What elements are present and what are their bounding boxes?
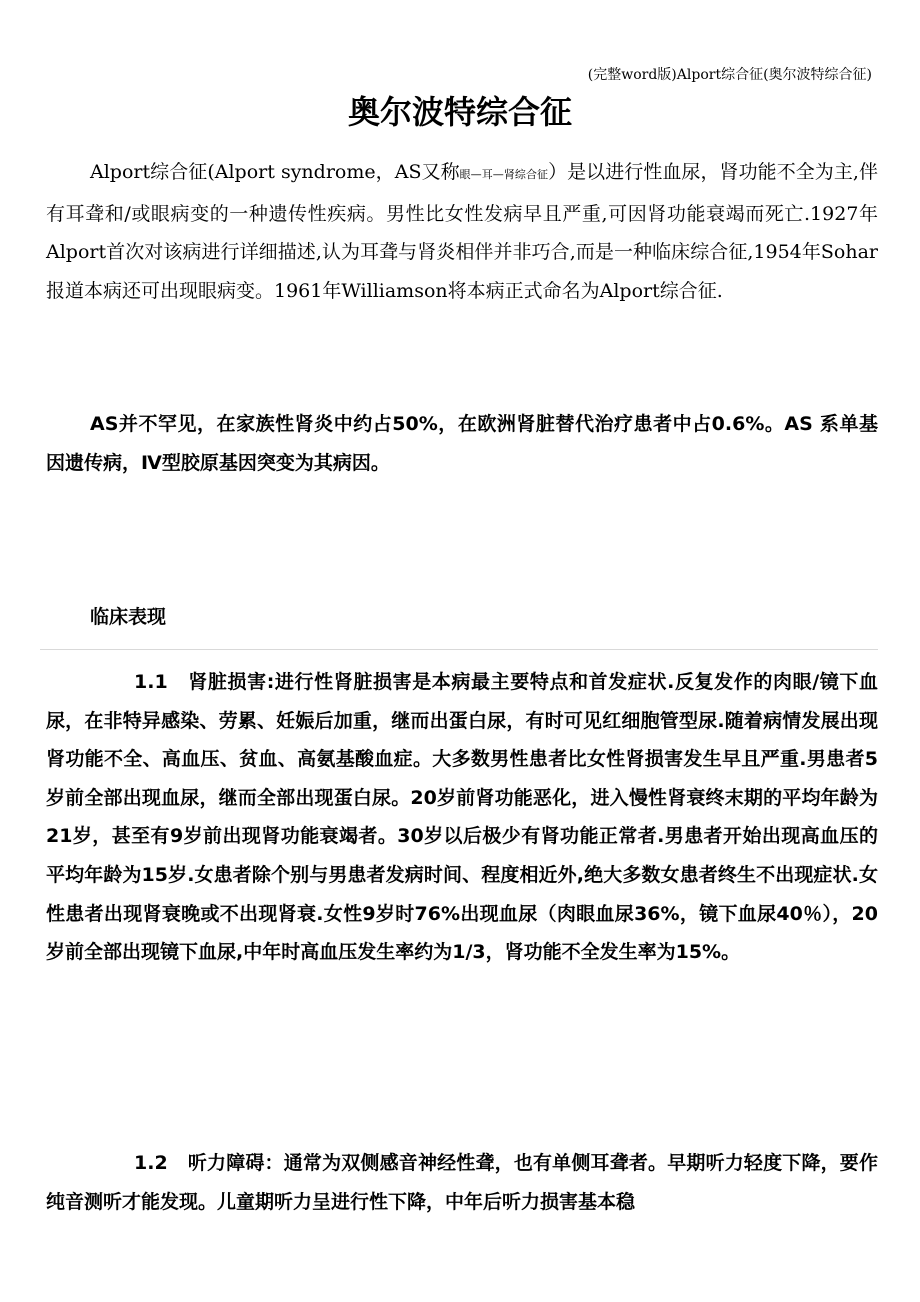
stats-paragraph: AS并不罕见，在家族性肾炎中约占50%，在欧洲肾脏替代治疗患者中占0.6%。AS 系单基因遗传病，Ⅳ型胶原基因突变为其病因。 xyxy=(46,413,878,474)
intro-text-start: Alport综合征(Alport syndrome，AS又称 xyxy=(90,161,460,183)
section-1-2-number: 1.2 xyxy=(134,1152,168,1174)
section-1-1-number: 1.1 xyxy=(134,671,168,693)
section-heading-clinical: 临床表现 xyxy=(90,606,167,628)
intro-paragraph xyxy=(46,153,878,310)
section-1-1-paragraph xyxy=(46,663,878,972)
section-divider xyxy=(40,649,878,650)
section-1-2-paragraph xyxy=(46,1144,878,1221)
running-header: (完整word版)Alport综合征(奥尔波特综合征) xyxy=(587,67,872,83)
section-1-1-text: 肾脏损害:进行性肾脏损害是本病最主要特点和首发症状.反复发作的肉眼/镜下血尿，在非特异感染、劳累、妊娠后加重，继而出蛋白尿，有时可见红细胞管型尿.随着病情发展出现肾功能不全、高血压、贫血、高氨基酸血症。大多数男性患者比女性肾损害发生早且严重.男患者5岁前全部出现血尿，继而全部出现蛋白尿。20岁前肾功能恶化，进入慢性肾衰终末期的平均年龄为21岁，甚至有9岁前出现肾功能衰竭者。30岁以后极少有肾功能正常者.男患者开始出现高血压的平均年龄为15岁.女患者除个别与男患者发病时间、程度相近外,绝大多数女患者终生不出现症状.女性患者出现肾衰晚或不出现肾衰.女性9岁时76%出现血尿（肉眼血尿36%，镜下血尿40％），20岁前全部出现镜下血尿,中年时高血压发生率约为1/3，肾功能不全发生率为15%。 xyxy=(46,671,878,964)
section-1-2-text: 听力障碍：通常为双侧感音神经性聋，也有单侧耳聋者。早期听力轻度下降，要作纯音测听才能发现。儿童期听力呈进行性下降，中年后听力损害基本稳 xyxy=(46,1152,878,1213)
document-title: 奥尔波特综合征 xyxy=(347,93,572,131)
intro-alias-small: 眼—耳—肾综合征 xyxy=(459,168,549,181)
intro-text-rest: ）是以进行性血尿，肾功能不全为主,伴有耳聋和/或眼病变的一种遗传性疾病。男性比女性发病早且严重,可因肾功能衰竭而死亡.1927年Alport首次对该病进行详细描述,认为耳聋与肾炎相伴并非巧合,而是一种临床综合征,1954年Sohar报道本病还可出现眼病变。1961年Williamson将本病正式命名为Alport综合征. xyxy=(46,161,879,302)
